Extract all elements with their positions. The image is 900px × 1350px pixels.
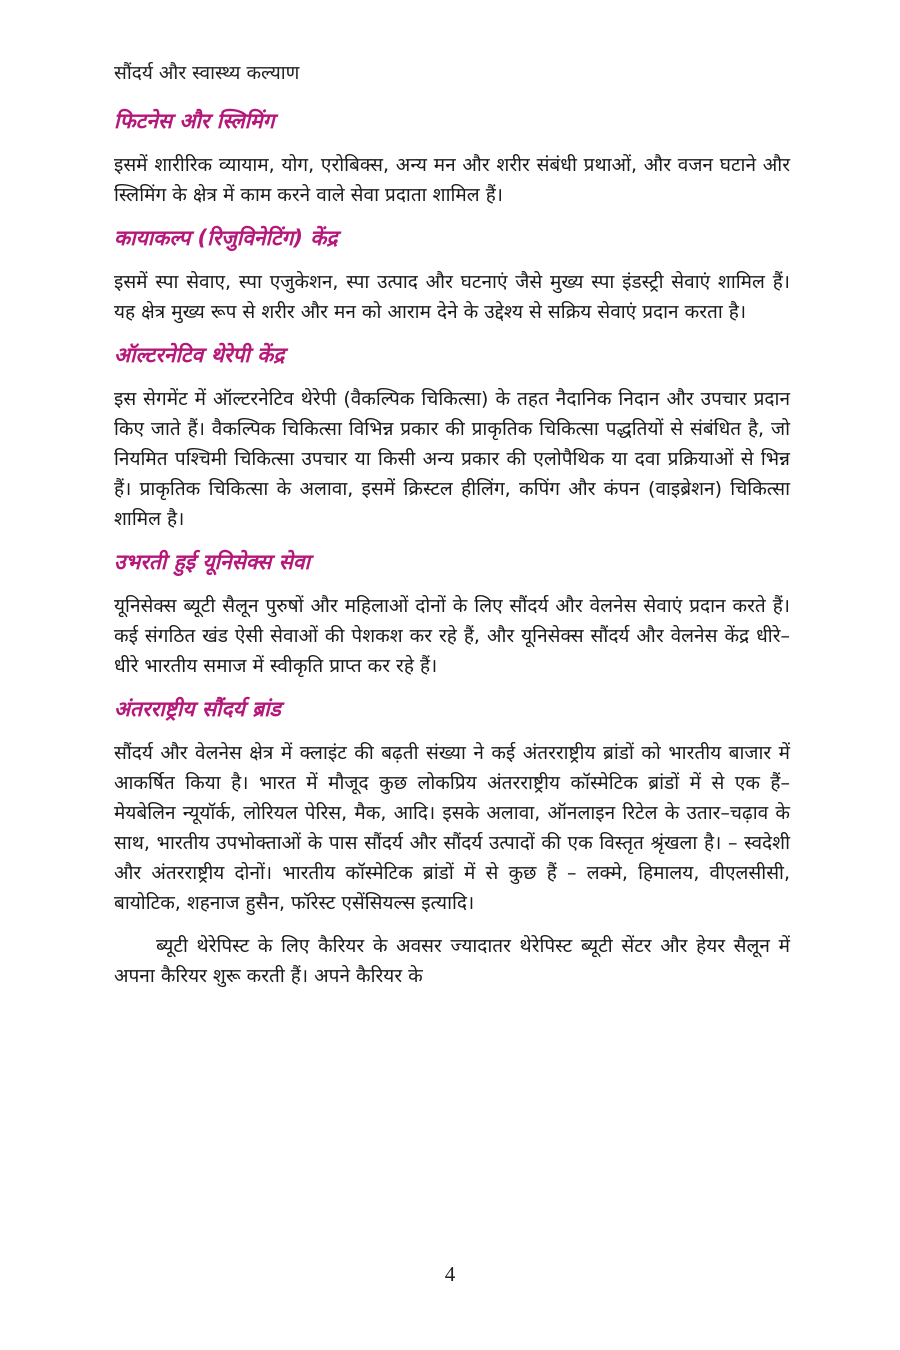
section-rejuvenating-centre bbox=[114, 223, 790, 327]
section-heading: ऑल्टरनेटिव थेरेपी केंद्र bbox=[114, 343, 285, 367]
document-page bbox=[114, 58, 790, 1004]
section-paragraph: सौंदर्य और वेलनेस क्षेत्र में क्लाइंट की बढ़ती संख्या ने कई अंतरराष्ट्रीय ब्रांडों को भारतीय बाजार में आकर्षित किया है। भारत में मौजूद कुछ लोकप्रिय अंतरराष्ट्रीय कॉस्मेटिक ब्रांडों में से एक हैं– मेयबेलिन न्यूयॉर्क, लोरियल पेरिस, मैक, आदि। इसके अलावा, ऑनलाइन रिटेल के उतार–चढ़ाव के साथ, भारतीय उपभोक्ताओं के पास सौंदर्य और सौंदर्य उत्पादों की एक विस्तृत श्रृंखला है। – स्वदेशी और अंतरराष्ट्रीय दोनों। भारतीय कॉस्मेटिक ब्रांडों में से कुछ हैं – लक्मे, हिमालय, वीएलसीसी, बायोटिक, शहनाज हुसैन, फॉरेस्ट एसेंसियल्स इत्यादि। bbox=[114, 742, 790, 914]
section-international-brands bbox=[114, 694, 790, 918]
section-unisex-service bbox=[114, 547, 790, 681]
page-number: 4 bbox=[444, 1262, 456, 1286]
running-header: सौंदर्य और स्वास्थ्य कल्याण bbox=[114, 62, 300, 84]
section-fitness-slimming bbox=[114, 106, 790, 210]
section-heading: कायाकल्प (रिजुविनेटिंग) केंद्र bbox=[114, 226, 338, 250]
section-alternative-therapy bbox=[114, 340, 790, 534]
section-heading: फिटनेस और स्लिमिंग bbox=[114, 109, 275, 133]
section-heading: उभरती हुई यूनिसेक्स सेवा bbox=[114, 550, 310, 574]
section-paragraph: यूनिसेक्स ब्यूटी सैलून पुरुषों और महिलाओं दोनों के लिए सौंदर्य और वेलनेस सेवाएं प्रदान करते हैं। कई संगठित खंड ऐसी सेवाओं की पेशकश कर रहे हैं, और यूनिसेक्स सौंदर्य और वेलनेस केंद्र धीरे–धीरे भारतीय समाज में स्वीकृति प्राप्त कर रहे हैं। bbox=[114, 595, 790, 677]
closing-paragraph: ब्यूटी थेरेपिस्ट के लिए कैरियर के अवसर ज्यादातर थेरेपिस्ट ब्यूटी सेंटर और हेयर सैलून में अपना कैरियर शुरू करती हैं। अपने कैरियर के bbox=[114, 935, 790, 987]
section-paragraph: इसमें शारीरिक व्यायाम, योग, एरोबिक्स, अन्य मन और शरीर संबंधी प्रथाओं, और वजन घटाने और स्लिमिंग के क्षेत्र में काम करने वाले सेवा प्रदाता शामिल हैं। bbox=[114, 154, 790, 206]
section-paragraph: इसमें स्पा सेवाए, स्पा एजुकेशन, स्पा उत्पाद और घटनाएं जैसे मुख्य स्पा इंडस्ट्री सेवाएं शामिल हैं। यह क्षेत्र मुख्य रूप से शरीर और मन को आराम देने के उद्देश्य से सक्रिय सेवाएं प्रदान करता है। bbox=[114, 271, 790, 323]
section-paragraph: इस सेगमेंट में ऑल्टरनेटिव थेरेपी (वैकल्पिक चिकित्सा) के तहत नैदानिक निदान और उपचार प्रदान किए जाते हैं। वैकल्पिक चिकित्सा विभिन्न प्रकार की प्राकृतिक चिकित्सा पद्धतियों से संबंधित है, जो नियमित पश्चिमी चिकित्सा उपचार या किसी अन्य प्रकार की एलोपैथिक या दवा प्रक्रियाओं से भिन्न हैं। प्राकृतिक चिकित्सा के अलावा, इसमें क्रिस्टल हीलिंग, कपिंग और कंपन (वाइब्रेशन) चिकित्सा शामिल है। bbox=[114, 388, 790, 530]
section-heading: अंतरराष्ट्रीय सौंदर्य ब्रांड bbox=[114, 697, 281, 721]
